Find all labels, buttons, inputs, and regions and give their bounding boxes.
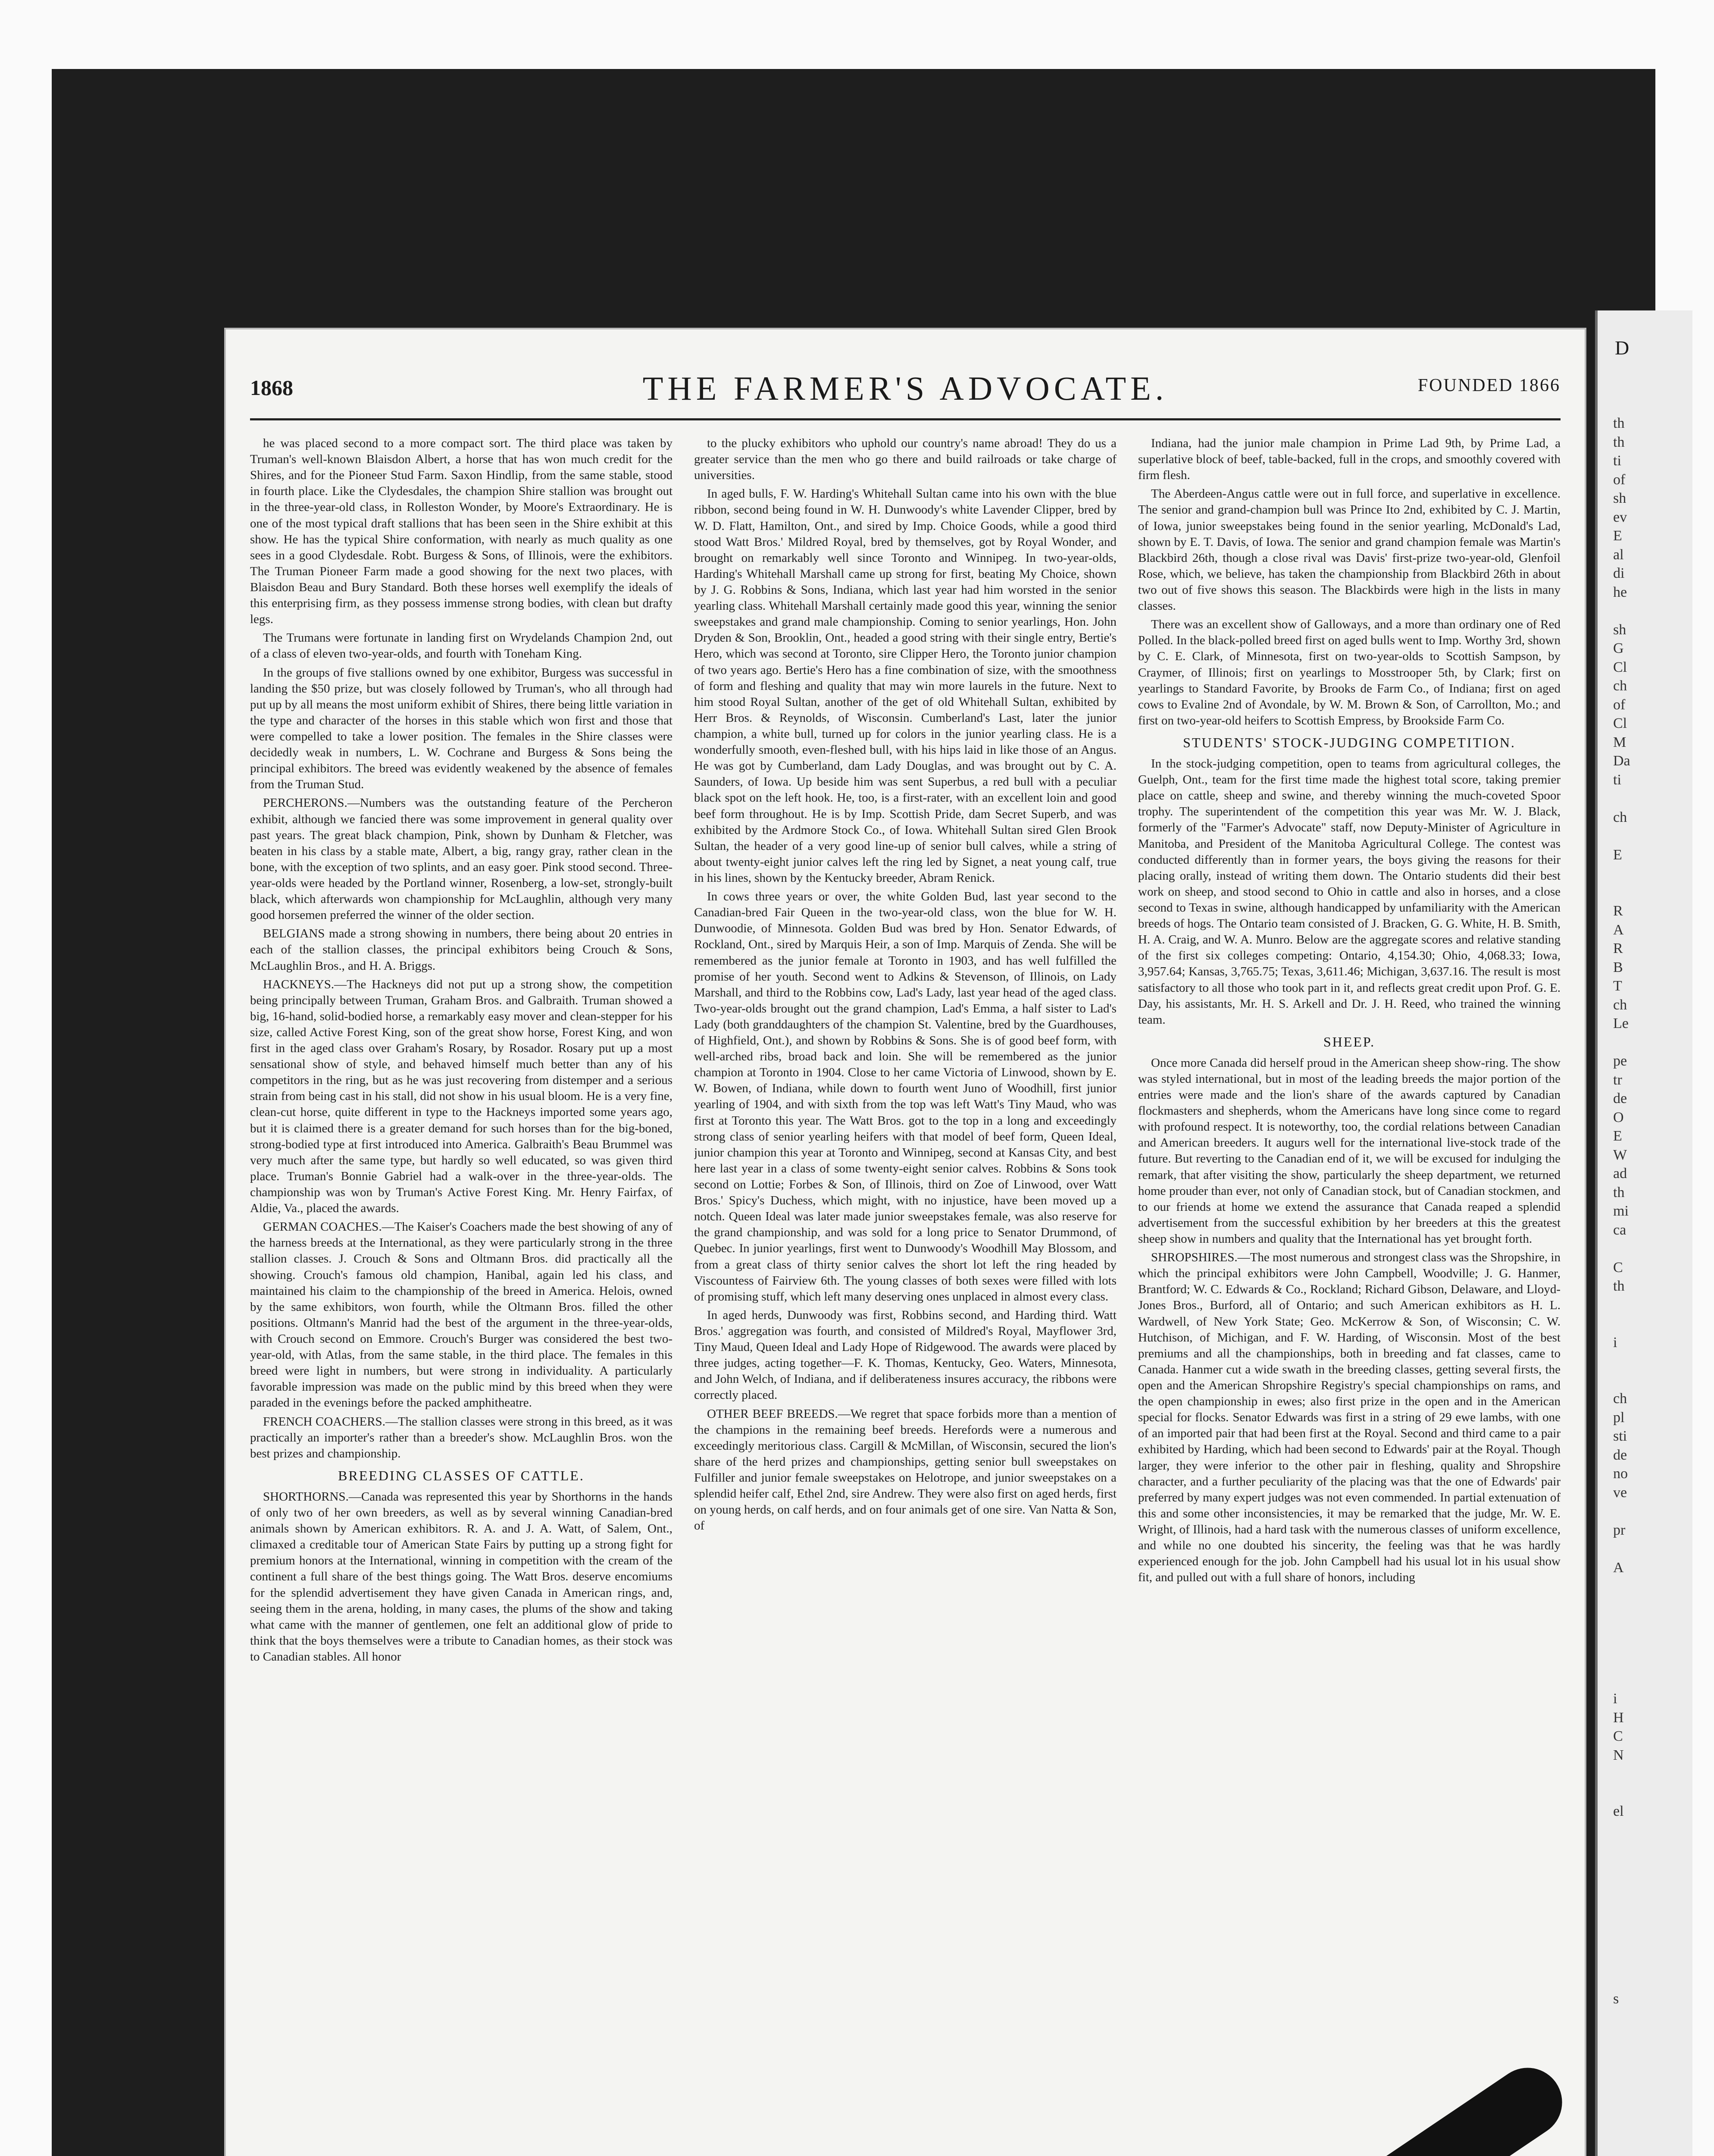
adjacent-page-fragment <box>1613 1502 1665 1521</box>
page-header <box>250 370 1561 420</box>
paragraph: The Aberdeen-Angus cattle were out in full force, and superlative in excellence. The senior and grand-champion bull was Prince Ito 2nd, exhibited by C. J. Martin, of Iowa, junior sweepstakes being found in the senior yearling, McDonald's Lad, shown by E. T. Davis, of Iowa. The senior and grand champion female was Martin's Blackbird 26th, though a close rival was Davis' first-prize two-year-old, Glenfoil Rose, which, we believe, has taken the championship from Blackbird 26th in about two out of five shows this season. The Blackbirds were high in the lists in many classes. <box>1138 487 1561 613</box>
adjacent-page-fragment: E <box>1613 528 1622 544</box>
adjacent-page-fragment: sti <box>1613 1428 1627 1444</box>
adjacent-page-fragment <box>1613 1314 1665 1333</box>
paragraph: In aged herds, Dunwoody was first, Robbins second, and Harding third. Watt Bros.' aggregation was fourth, and consisted of Mildred's Royal, Mayflower 3rd, Tiny Maud, Queen Ideal and Lady Hope of Ridgewood. The awards were placed by three judges, acting together—F. K. Thomas, Kentucky, Geo. Waters, Minnesota, and John Welch, of Indiana, and if deliberateness insures accuracy, the ribbons were correctly placed. <box>694 1308 1117 1402</box>
paragraph: BELGIANS made a strong showing in numbers, there being about 20 entries in each of the stallion classes, the principal exhibitors being Crouch & Sons, McLaughlin Bros., and H. A. Briggs. <box>250 927 672 973</box>
adjacent-page-fragment: ch <box>1613 678 1627 694</box>
adjacent-page-fragment: T <box>1613 978 1622 994</box>
adjacent-page-fragment <box>1613 827 1665 846</box>
adjacent-page-fragment: H <box>1613 1709 1624 1726</box>
paragraph: Indiana, had the junior male champion in Prime Lad 9th, by Prime Lad, a superlative block of beef, table-backed, full in the crops, and smoothly covered with firm flesh. <box>1138 436 1561 483</box>
adjacent-page-fragment: Da <box>1613 753 1630 769</box>
adjacent-page-fragment: of <box>1613 471 1626 488</box>
adjacent-page-fragment <box>1613 1239 1665 1258</box>
adjacent-page-fragment: mi <box>1613 1203 1629 1219</box>
adjacent-page-fragment: no <box>1613 1466 1628 1482</box>
page-number: 1868 <box>250 376 293 400</box>
adjacent-page-fragment: ev <box>1613 509 1627 525</box>
adjacent-page-fragment: Cl <box>1613 659 1627 675</box>
adjacent-page-fragment <box>1613 1839 1665 1858</box>
adjacent-page-fragment: th <box>1613 1278 1625 1294</box>
adjacent-page-fragment: tr <box>1613 1072 1622 1088</box>
adjacent-page-fragment: s <box>1613 1991 1619 2007</box>
adjacent-page-fragment: A <box>1613 921 1624 938</box>
adjacent-page-fragment: pr <box>1613 1522 1626 1538</box>
paragraph: In aged bulls, F. W. Harding's Whitehall Sultan came into his own with the blue ribbon, second being found in W. H. Dunwoody's white Lavender Clipper, bred by W. D. Flatt, Hamilton, Ont., and sired by Imp. Choice Goods, while a good third stood Watt Bros.' Mildred Royal, bred by themselves, got by Royal Wonder, and brought on remarkably well since Toronto and Winnipeg. In two-year-olds, Harding's Whitehall Marshall came up strong for first, beating My Choice, shown by J. G. Robbins & Sons, Indiana, which last year had him worsted in the senior yearling class. Whitehall Marshall certainly made good this year, winning the senior sweepstakes and grand male championship. Coming to senior yearlings, Hon. John Dryden & Son, Brooklin, Ont., headed a good string with their single entry, Bertie's Hero, which was second at Toronto, sire Clipper Hero, the Toronto junior champion of two years ago. Bertie's Hero has a fine combination of size, with the smoothness of form and fleshing and quality that may win more laurels in the future. Next to him stood Royal Sultan, another of the get of old Whitehall Sultan, exhibited by Herr Bros. & Reynolds, of Wisconsin. Cumberland's Last, later the junior champion, a white bull, turned up for colors in the junior yearling class. He is a wonderfully smooth, even-fleshed bull, with his hips laid in like those of an Angus. He was got by Cumberland, dam Lady Douglas, and was brought out by C. A. Saunders, of Iowa. Up beside him was sent Superbus, a red bull with a peculiar black spot on the left hook. He, too, is a first-rater, with an excellent loin and good beef form throughout. He is by Imp. Scottish Pride, dam Secret Superb, and was exhibited by the Ardmore Stock Co., of Iowa. Whitehall Sultan sired Glen Brook Sultan, the header of a very good line-up of senior bull calves, while a string of about twenty-eight junior calves left the ring led by Signet, a neat young calf, true in his lines, shown by the Kentucky breeder, Abram Renick. <box>694 487 1117 885</box>
adjacent-page-fragment: C <box>1613 1259 1623 1275</box>
paragraph: HACKNEYS.—The Hackneys did not put up a strong show, the competition being principally between Truman, Graham Bros. and Galbraith. Truman showed a big, 16-hand, solid-bodied horse, a remarkably easy mover and clean-stepper for his size, called Active Forest King, son of the great show horse, Forest King, and won first in the aged class over Graham's Rosary, by Rosador. Rosary put up a most sensational show of style, and behaved himself much better than any of his competitors in the ring, but as he was just recovering from distemper and a serious strain from being cast in his stall, did not show in his usual bloom. He is a very fine, clean-cut horse, quite different in type to the Hackneys imported some years ago, but it is claimed there is a greater demand for such horses than for the big-boned, strong-bodied type at first introduced into America. Galbraith's Beau Brummel was very much after the same type, but hardly so well educated, so was given third place. Truman's Bonnie Gabriel had a walk-over in the three-year-olds. The championship was won by Truman's Active Forest King. Mr. Henry Fairfax, of Aldie, Va., placed the awards. <box>250 977 672 1216</box>
paragraph: There was an excellent show of Galloways, and a more than ordinary one of Red Polled. In the black-polled breed first on aged bulls went to Imp. Worthy 3rd, shown by C. E. Clark, of Minnesota, first on two-year-olds to Scottish Sampson, by Craymer, of Illinois; first on yearlings to Mosstrooper 5th, by Clark; first on yearlings to Standard Favorite, by Brooks de Farm Co., of Indiana; first on aged cows to Evaline 2nd of Avondale, by W. M. Brown & Son, of Carrollton, Mo.; and first on two-year-old heifers to Scottish Empress, by Brookside Farm Co. <box>1138 617 1561 727</box>
paragraph: SHROPSHIRES.—The most numerous and strongest class was the Shropshire, in which the principal exhibitors were John Campbell, Woodville; J. G. Hanmer, Brantford; W. C. Edwards & Co., Rockland; Richard Gibson, Delaware, and Lloyd-Jones Bros., Burford, all of Ontario; and such American exhibitors as H. L. Wardwell, of New York State; Geo. McKerrow & Son, of Wisconsin; C. W. Hutchison, of Michigan, and F. W. Harding, of Wisconsin. Most of the best premiums and all the championships, both in breeding and fat classes, came to Canada. Hanmer cut a wide swath in the breeding classes, getting several firsts, the open and the American Shropshire Registry's special championships on rams, and the open championship in ewes; also first prize in the open and in the American special for flocks. Senator Edwards was first in a string of 29 ewe lambs, with one of an imported pair that had been first at the Royal. Second and third came to a pair exhibited by Harding, which had been second to Edwards' pair at the Royal. Though larger, they were inferior to the other pair in fleshing, quality and Shropshire character, and a further peculiarity of the placing was that the one of Edwards' pair preferred by many expert judges was not even commended. In partial extenuation of this and some other inconsistencies, it may be remarked that the judge, Mr. W. E. Wright, of Illinois, had a hard task with the numerous classes of uniform excellence, and while no one doubted his sincerity, the feeling was that he was hardly experienced enough for the job. John Campbell had his usual lot in his usual show fit, and pulled out with a full share of honors, including <box>1138 1250 1561 1585</box>
adjacent-page-fragment <box>1613 864 1665 883</box>
adjacent-page-fragment: el <box>1613 1803 1624 1819</box>
adjacent-page-fragment: A <box>1613 1559 1624 1576</box>
adjacent-page-fragment: ad <box>1613 1166 1627 1181</box>
adjacent-page-fragment <box>1613 1952 1665 1971</box>
adjacent-page-fragment: he <box>1613 584 1627 600</box>
newspaper-page <box>224 328 1586 2156</box>
adjacent-page-fragment: E <box>1613 846 1622 863</box>
section-heading: SHEEP. <box>1323 1034 1376 1050</box>
adjacent-page-fragment <box>1613 1877 1665 1896</box>
paragraph: PERCHERONS.—Numbers was the outstanding feature of the Percheron exhibit, although we fancied there was some improvement in general quality over past years. The great black champion, Pink, shown by Dunham & Fletcher, was beaten in his class by a stable mate, Albert, a big, rangy gray, rather clean in the bone, with the exception of two splints, and an easy goer. Pink stood second. Three-year-olds were headed by the Portland winner, Rosenberg, a low-set, strongly-built black, which afterwards won championship for McLaughlin, although very many good horsemen preferred the winner of the older section. <box>250 796 672 922</box>
adjacent-page-fragment: sh <box>1613 621 1626 638</box>
article-columns <box>250 436 1561 2156</box>
adjacent-page-header: D <box>1615 337 1630 359</box>
adjacent-page-fragment <box>1613 1539 1665 1558</box>
paragraph: he was placed second to a more compact sort. The third place was taken by Truman's well-known Blaisdon Albert, a horse that has won much credit for the Shires, and for the Pioneer Stud Farm. Saxon Hindlip, from the same stable, stood in fourth place. Like the Clydesdales, the champion Shire stallion was brought out in the three-year-old class, in Rolleston Wonder, by Moore's Extraordinary. He is one of the most typical draft stallions that has been seen in the Shire exhibit at this show. He has the typical Shire conformation, with nearly as much quality as one sees in a good Clydesdale. Robt. Burgess & Sons, of Illinois, were the exhibitors. The Truman Pioneer Farm made a good showing for the next two places, with Blaisdon Beau and Bury Standard. Both these horses well exemplify the ideals of this enterprising firm, as they possess immense strong bodies, with clean but drafty legs. <box>250 436 672 627</box>
adjacent-page-fragment: ve <box>1613 1484 1627 1501</box>
column-3 <box>1138 436 1561 2156</box>
adjacent-page-fragment <box>1613 1896 1665 1915</box>
adjacent-page-fragment: O <box>1613 1109 1624 1125</box>
adjacent-page-fragment <box>1613 789 1665 808</box>
adjacent-page-fragment <box>1613 1934 1665 1952</box>
adjacent-page-fragment: B <box>1613 959 1623 975</box>
section-heading: BREEDING CLASSES OF CATTLE. <box>338 1467 585 1483</box>
paragraph: FRENCH COACHERS.—The stallion classes were strong in this breed, as it was practically an importer's rather than a breeder's show. McLaughlin Bros. won the best prizes and championship. <box>250 1414 672 1460</box>
adjacent-page-fragment <box>1613 1577 1665 1596</box>
adjacent-page-fragment <box>1613 1858 1665 1877</box>
adjacent-page-fragment <box>1613 1614 1665 1633</box>
adjacent-page-fragment <box>1613 1821 1665 1840</box>
paragraph: In the stock-judging competition, open to teams from agricultural colleges, the Guelph, Ont., team for the first time made the highest total score, taking premier place on cattle, sheep and swine, and thereby winning the much-coveted Spoor trophy. The superintendent of the competition this year was Mr. W. J. Black, formerly of the "Farmer's Advocate" staff, now Deputy-Minister of Agriculture in Manitoba, and President of the Manitoba Agricultural College. The contest was conducted differently than in former years, the boys giving the reasons for their placing orally, instead of writing them down. The Ontario students did their best work on sheep, and stood second to Ohio in cattle and also in horses, and a close second to Texas in swine, although handicapped by unfamiliarity with the American breeds of hogs. The Ontario team consisted of J. Bracken, G. G. White, H. B. Smith, H. A. Craig, and W. A. Munro. Below are the aggregate scores and relative standing of the first six colleges competing: Ontario, 4,154.30; Ohio, 4,068.33; Iowa, 3,957.64; Kansas, 3,765.75; Texas, 3,611.46; Michigan, 3,637.16. The result is most satisfactory to all those who took part in it, and reflects great credit upon Prof. G. E. Day, his assistants, Mr. H. S. Arkell and Dr. J. H. Reed, who trained the winning team. <box>1138 756 1561 1027</box>
section-heading: STUDENTS' STOCK-JUDGING COMPETITION. <box>1183 734 1516 750</box>
paragraph: to the plucky exhibitors who uphold our country's name abroad! They do us a greater service than the men who go there and build railroads or take charge of universities. <box>694 436 1117 483</box>
adjacent-page-fragment <box>1613 1596 1665 1615</box>
adjacent-page-fragment: de <box>1613 1447 1627 1463</box>
adjacent-page-fragment: pe <box>1613 1053 1627 1069</box>
adjacent-page-fragment <box>1613 1671 1665 1690</box>
adjacent-page-fragment: E <box>1613 1128 1622 1144</box>
adjacent-page-fragment: sh <box>1613 490 1626 506</box>
adjacent-page-fragment: W <box>1613 1147 1627 1163</box>
adjacent-page-fragment: of <box>1613 696 1626 713</box>
paragraph: The Trumans were fortunate in landing first on Wrydelands Champion 2nd, out of a class of eleven two-year-olds, and fourth with Toneham King. <box>250 631 672 661</box>
column-1 <box>250 436 672 2156</box>
adjacent-page-fragment <box>1613 1371 1665 1390</box>
adjacent-page-fragment: de <box>1613 1091 1627 1106</box>
adjacent-page-fragment: al <box>1613 546 1624 563</box>
adjacent-page-fragment: N <box>1613 1747 1624 1763</box>
paragraph: OTHER BEEF BREEDS.—We regret that space forbids more than a mention of the champions in the remaining beef breeds. Herefords were a numerous and exceedingly meritorious class. Cargill & McMillan, of Wisconsin, secured the lion's share of the herd prizes and championships, getting senior bull sweepstakes on Fulfiller and junior female sweepstakes on Helotrope, and junior sweepstakes on a splendid heifer calf, Ethel 2nd, sire Andrew. They were also first on aged herds, first on young herds, on calf herds, and on four animals get of one sire. Van Natta & Son, of <box>694 1407 1117 1533</box>
adjacent-page-fragment: th <box>1613 415 1625 431</box>
adjacent-page-fragment: ch <box>1613 1391 1627 1407</box>
adjacent-page-fragment: ti <box>1613 453 1621 469</box>
adjacent-page-fragment: R <box>1613 940 1623 956</box>
adjacent-page-fragment <box>1613 1915 1665 1934</box>
adjacent-page-fragment <box>1613 1971 1665 1990</box>
adjacent-page-fragment: pl <box>1613 1409 1625 1426</box>
adjacent-page-fragment: Le <box>1613 1015 1629 1031</box>
adjacent-page-fragment: Cl <box>1613 715 1627 731</box>
adjacent-page-fragment <box>1613 1352 1665 1371</box>
adjacent-page-fragment: G <box>1613 640 1624 656</box>
adjacent-page-text <box>1613 414 1665 2009</box>
adjacent-page-fragment: ch <box>1613 997 1627 1013</box>
paragraph: SHORTHORNS.—Canada was represented this year by Shorthorns in the hands of only two of her own breeders, as well as by several winning Canadian-bred animals shown by American exhibitors. R. A. and J. A. Watt, of Salem, Ont., climaxed a creditable tour of American State Fairs by putting up a strong fight for premium honors at the International, winning in competition with the cream of the continent a full share of the best things going. The Watt Bros. deserve encomiums for the splendid advertisement they have given Canada in American rings, and, seeing them in the arena, holding, in many cases, the plums of the show and taking what came with the manner of gentlemen, one felt an additional glow of pride to think that the boys themselves were a tribute to Canadian homes, as their stock was to Canadian stables. All honor <box>250 1489 672 1664</box>
adjacent-page-fragment: th <box>1613 434 1625 450</box>
adjacent-page-fragment: th <box>1613 1184 1625 1200</box>
adjacent-page-fragment <box>1613 602 1665 620</box>
founded-label: FOUNDED 1866 <box>1417 376 1561 395</box>
adjacent-page-strip <box>1595 310 1692 2156</box>
adjacent-page-fragment <box>1613 1764 1665 1783</box>
adjacent-page-fragment: i <box>1613 1691 1617 1707</box>
paragraph: GERMAN COACHES.—The Kaiser's Coachers made the best showing of any of the harness breeds at the International, as they were particularly strong in the three stallion classes. J. Crouch & Sons and Oltmann Bros. did practically all the showing. Crouch's famous old champion, Hanibal, again led his class, and maintained his claim to the championship of the breed in America. Helois, owned by the same exhibitors, won fourth, while the Oltmann Bros. filled the other positions. Oltmann's Manrid had the best of the argument in the three-year-olds, with Crouch second on Emmore. Crouch's Burger was considered the best two-year-old, with Atlas, from the same stable, in the third place. The females in this breed were light in numbers, but were strong in individuality. A particularly favorable impression was made on the public mind by this breed when they were paraded in the evenings before the packed amphitheatre. <box>250 1220 672 1410</box>
paragraph: In cows three years or over, the white Golden Bud, last year second to the Canadian-bred Fair Queen in the two-year-old class, won the blue for W. H. Dunwoodie, of Minnesota. Golden Bud was bred by Hon. Senator Edwards, of Rockland, Ont., sired by Marquis Heir, a son of Imp. Marquis of Zenda. She will be remembered as the junior female at Toronto in 1903, and has well fulfilled the promise of her youth. Second went to Adkins & Stevenson, of Illinois, on Lady Marshall, and third to the Robbins cow, Lad's Lady, last year head of the aged class. Two-year-olds brought out the grand champion, Lad's Emma, a half sister to Lad's Lady (both granddaughters of the champion St. Valentine, bred by the Guardhouses, of Highfield, Ont.), and shown by Robbins & Sons. She is of good beef form, with well-arched ribs, broad back and loin. She will be remembered as the junior champion at Toronto in 1904. Close to her came Victoria of Linwood, shown by E. W. Bowen, of Indiana, while down to fourth went Juno of Woodhill, first junior yearling of 1904, and with sixth from the top was left Watt's Tiny Maud, who was first at Toronto this year. The Watt Bros. got to the top in a long and exceedingly strong class of senior yearling heifers with that model of beef form, Queen Ideal, junior champion this year at Toronto and Winnipeg, second at Kansas City, and best here last year in a class of some twenty-eight senior calves. Robbins & Sons took second on Lottie; Forbes & Son, of Illinois, third on Zoe of Linwood, over Watt Bros.' Spicy's Duchess, which might, with no injustice, have been moved up a notch. Queen Ideal was later made junior sweepstakes female, was also reserve for the grand championship, and was sold for a long price to Senator Drummond, of Quebec. In junior yearlings, first went to Dunwoody's Woodhill May Blossom, and from a great class of thirty senior calves the short lot left the ring headed by Viscountess of Fairview 6th. The young classes of both sexes were filled with lots of promising stuff, which left many deserving ones unplaced in almost every class. <box>694 890 1117 1304</box>
adjacent-page-fragment <box>1613 1033 1665 1052</box>
adjacent-page-fragment: M <box>1613 734 1626 750</box>
adjacent-page-fragment <box>1613 1783 1665 1802</box>
adjacent-page-fragment: di <box>1613 565 1625 581</box>
adjacent-page-fragment: C <box>1613 1728 1623 1744</box>
paragraph: In the groups of five stallions owned by one exhibitor, Burgess was successful in landing the $50 prize, but was closely followed by Truman's, who all through had put up by all means the most uniform exhibit of Shires, there being little variation in the type and character of the horses in this stable which won first and those that were compelled to take a lower position. The females in the Shire classes were decidedly weak in numbers, L. W. Cochrane and Burgess & Sons being the principal exhibitors. The breed was evidently weakened by the absence of females from the Truman Stud. <box>250 665 672 792</box>
adjacent-page-fragment <box>1613 1652 1665 1671</box>
adjacent-page-fragment: R <box>1613 903 1623 919</box>
adjacent-page-fragment: ti <box>1613 771 1621 788</box>
paragraph: Once more Canada did herself proud in the American sheep show-ring. The show was styled international, but in most of the leading breeds the major portion of the entries were made and the lion's share of the awards captured by Canadian flockmasters and shepherds, whom the Americans have long since come to regard with profound respect. It is noteworthy, too, the cordial relations between Canadian and American breeders. It augurs well for the international live-stock trade of the future. But reverting to the Canadian end of it, we will be excused for indulging the remark, that after visiting the show, particularly the sheep department, we returned home prouder than ever, not only of Canadian stock, but of Canadian stockmen, and to our friends at home we extend the assurance that Canada reaped a splendid advertisement from the successful exhibition by her breeders at this the greatest sheep show in numbers and quality that the International has yet brought forth. <box>1138 1056 1561 1246</box>
adjacent-page-fragment: ch <box>1613 809 1627 825</box>
page-title: THE FARMER'S ADVOCATE. <box>642 370 1168 407</box>
adjacent-page-fragment: i <box>1613 1334 1617 1351</box>
adjacent-page-fragment <box>1613 1633 1665 1652</box>
adjacent-page-fragment <box>1613 883 1665 902</box>
adjacent-page-fragment <box>1613 1296 1665 1315</box>
column-2 <box>694 436 1117 2156</box>
adjacent-page-fragment: ca <box>1613 1222 1626 1238</box>
